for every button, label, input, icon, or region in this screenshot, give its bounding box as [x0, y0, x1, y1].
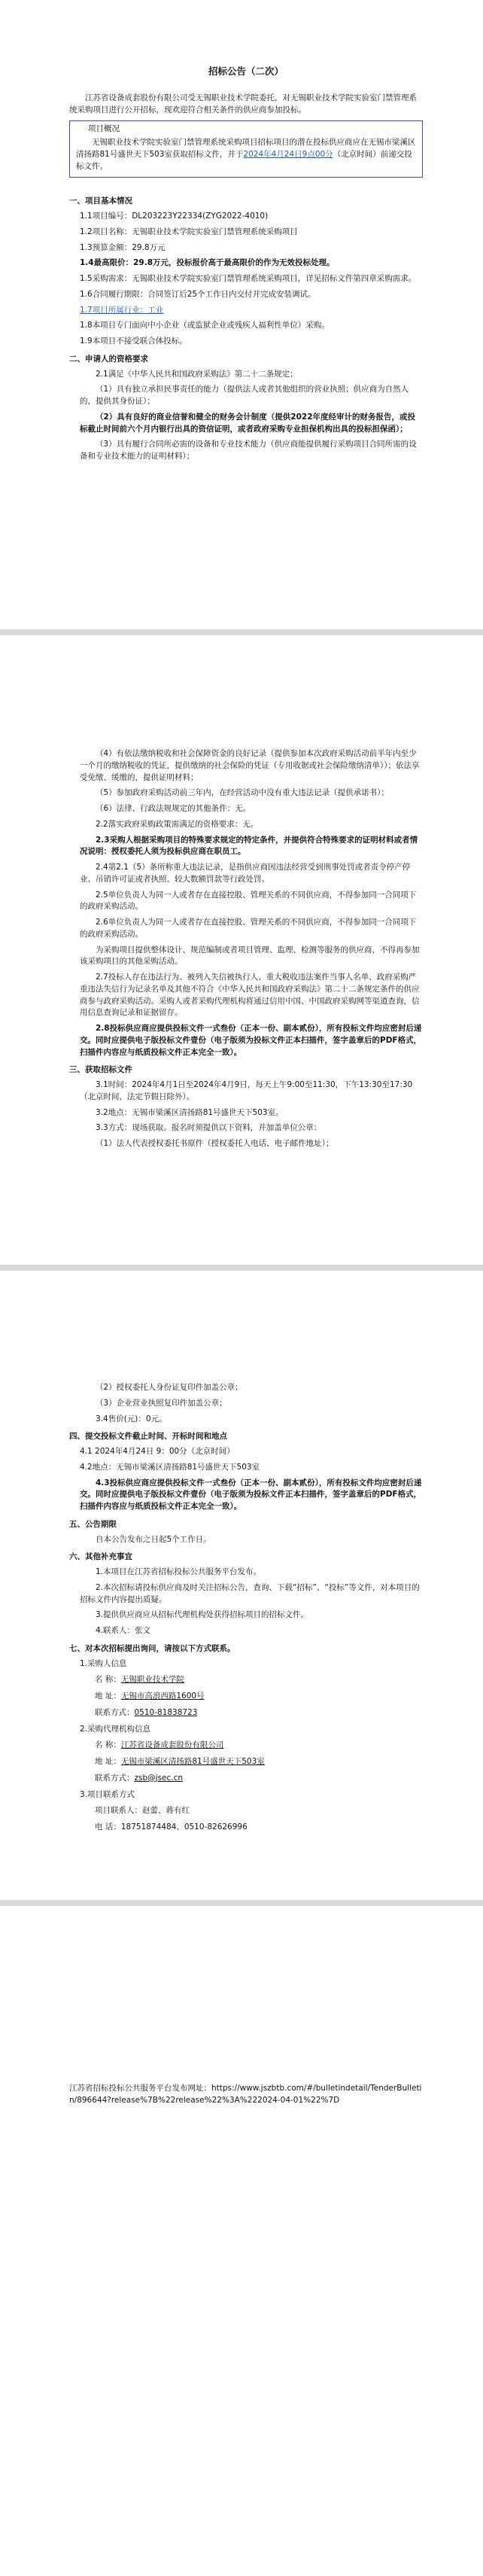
section-5-heading: 五、公告期限 — [69, 1519, 117, 1529]
overview-deadline-date: 2024年4月24日9点00分 — [243, 149, 333, 159]
publish-url-footer — [69, 2083, 423, 2111]
sec6-item: 2.本次招标请投标供应商及时关注招标公告，查询、下载“招标”、“投标”等文件，对本项目的招标文件内容提出质疑。 — [80, 1582, 420, 1604]
agent-tel-label: 联系方式： — [95, 1773, 135, 1783]
agent-addr-row — [69, 1756, 423, 1768]
buyer-addr-row — [69, 1691, 423, 1703]
p2-item: 2.2落实政府采购政策需满足的资格要求：无。 — [96, 819, 259, 829]
buyer-name-row — [69, 1674, 423, 1686]
sec4-item: 4.2地点：无锡市梁溪区清扬路81号盛世天下503室 — [80, 1462, 260, 1472]
p2-item: （4）有依法缴纳税收和社会保障资金的良好记录（提供参加本次政府采购活动前半年内至少一个月的缴纳税收的凭证，提供缴纳的社会保险的凭证（专用收据或社会保险缴纳清单））；依法享受免缴、缓缴的，提供证明材料； — [80, 749, 420, 782]
p2-item: 2.6单位负责人为同一人或者存在直接控股、管理关系的不同供应商，不得参加同一合同项下的政府采购活动。 — [80, 918, 417, 939]
sec5-body: 自本公告发布之日起5个工作日。 — [96, 1534, 211, 1544]
buyer-tel: 0510-81838723 — [134, 1707, 198, 1717]
buyer-heading: 1.采购人信息 — [80, 1658, 127, 1668]
buyer-addr-label: 地 址： — [95, 1691, 121, 1701]
page-2 — [0, 635, 483, 1265]
agent-tel-row — [69, 1773, 423, 1785]
sec1-item: 1.6合同履行期限：合同签订后25个工作日内交付并完成安装调试。 — [80, 289, 316, 299]
agent-email[interactable]: zsb@jsec.cn — [134, 1773, 184, 1783]
agent-heading: 2.采购代理机构信息 — [80, 1724, 151, 1734]
sec4-note: 4.3投标供应商应提供投标文件一式叁份（正本一份、副本贰份），所有投标文件均应密封后递交。同时应提供电子版投标文件壹份（电子版须为投标文件正本扫描件，签字盖章后的PDF格式，扫描件内容应与纸质投标文件正本完全一致）。 — [80, 1478, 422, 1511]
sec3-item: 3.2地点：无锡市梁溪区清扬路81号盛世天下503室。 — [96, 1107, 284, 1117]
sec1-item-industry-link[interactable]: 1.7项目所属行业：工业 — [80, 305, 164, 315]
p2-item: 2.7投标人存在违法行为、被列入失信被执行人、重大税收违法案件当事人名单、政府采购严重违法失信行为记录名单及其他不符合《中华人民共和国政府采购法》第二十二条规定条件的供应商参与政府采购活动。采购人或者采购代理机构将通过信用中国、中国政府采购网等渠道查询，信用信息查询记录和证据留存。 — [80, 973, 420, 1018]
p3-item: （3）企业营业执照复印件加盖公章； — [96, 1398, 227, 1408]
sec1-item: 1.8本项目专门面向中小企业（或监狱企业或残疾人福利性单位）采购。 — [80, 321, 330, 330]
project-contact-heading: 3.项目联系方式 — [80, 1789, 135, 1799]
buyer-tel-label: 联系方式： — [95, 1707, 135, 1717]
sec3-item: 3.3方式：现场获取。报名时须提供以下资料，并加盖单位公章： — [96, 1123, 322, 1133]
p2-item: 2.4第2.1（5）条所称重大违法记录，是指供应商因违法经营受到刑事处罚或者责令停产停业、吊销许可证或者执照、较大数额罚款等行政处罚。 — [80, 863, 411, 884]
agent-name: 江苏省设备成套股份有限公司 — [120, 1740, 224, 1750]
agent-name-label: 名 称： — [95, 1740, 121, 1750]
sec1-item: 1.1项目编号：DL203223Y22334(ZYG2022-4010) — [80, 212, 269, 221]
publish-url[interactable]: 江苏省招标投标公共服务平台发布网址：https://www.jszbtb.com/#/bulletindetail/TenderBulletin/896644?release%7B%22release%22%3A%222024-04-01%22%7D — [69, 2084, 422, 2105]
agent-addr-label: 地 址： — [95, 1757, 121, 1766]
sec1-item: 1.3预算金额：29.8万元 — [80, 242, 166, 252]
section-7-heading: 七、对本次招标提出询问，请按以下方式联系。 — [69, 1643, 235, 1653]
p2-item: （5）参加政府采购活动前三年内，在经营活动中没有重大违法记录（提供承诺书）； — [96, 788, 389, 798]
agent-addr: 无锡市梁溪区清扬路81号盛世天下503室 — [120, 1757, 265, 1766]
intro-paragraph: 江苏省设备成套股份有限公司受无锡职业技术学院委托，对无锡职业技术学院实验室门禁管理系统采购项目进行公开招标，现欢迎符合相关条件的供应商参加投标。 — [69, 93, 417, 114]
sec1-item: 1.5采购需求：无锡职业技术学院实验室门禁管理系统采购项目，详见招标文件第四章采购需求。 — [80, 274, 417, 283]
sec1-item: 1.4最高限价：29.8万元，投标报价高于最高限价的作为无效投标处理。 — [80, 258, 335, 268]
sec2-item: （2）具有良好的商业信誉和健全的财务会计制度（提供2022年度经审计的财务报告，或投标截止时间前六个月内银行出具的资信证明，或者政府采购专业担保机构出具的投标担保函）； — [80, 412, 416, 434]
p3-item: 3.4售价(元)：0元。 — [96, 1414, 167, 1423]
sec6-item: 1.本项目在江苏省招标投标公共服务平台发布。 — [96, 1567, 262, 1576]
buyer-tel-row — [69, 1707, 423, 1719]
document-title: 招标公告（二次） — [208, 65, 284, 77]
section-6-heading: 六、其他补充事宜 — [69, 1552, 132, 1562]
sec2-item: 2.1满足《中华人民共和国政府采购法》第二十二条规定； — [96, 369, 298, 379]
overview-box — [69, 120, 423, 178]
page-1 — [0, 0, 483, 629]
buyer-addr: 无锡市高浪西路1600号 — [120, 1691, 205, 1701]
p2-item: 2.8投标供应商应提供投标文件一式叁份（正本一份、副本贰份），所有投标文件均应密封后递交。同时应提供电子版投标文件壹份（电子版须为投标文件正本扫描件，签字盖章后的PDF格式，扫描件内容应与纸质投标文件正本完全一致）。 — [80, 1024, 422, 1057]
p2-item: 2.5单位负责人为同一人或者存在直接控股、管理关系的不同供应商，不得参加同一合同项下的政府采购活动。 — [80, 890, 417, 912]
project-contact-people: 项目联系人：赵蕾、蒋有红 — [95, 1806, 190, 1816]
sec3-item: （1）法人代表授权委托书原件（授权委托人电话、电子邮件地址）； — [96, 1139, 334, 1148]
sec1-item: 1.9本项目不接受联合体投标。 — [80, 336, 187, 346]
section-3-heading: 三、获取招标文件 — [69, 1065, 132, 1075]
section-2-heading: 二、申请人的资格要求 — [69, 354, 148, 364]
project-contact-tel: 电 话：18751874484、0510-82626996 — [95, 1822, 248, 1832]
p2-item: （6）法律、行政法规规定的其他条件：无。 — [96, 804, 251, 813]
page-3 — [0, 1271, 483, 1900]
overview-body: 无锡职业技术学院实验室门禁管理系统采购项目招标项目的潜在投标供应商应在无锡市梁溪区清扬路81号盛世天下503室获取招标文件，并于2024年4月24日9点00分（北京时间）前递交投标文件。 — [76, 138, 416, 171]
sec2-item: （3）具有履行合同所必需的设备和专业技术能力（供应商能提供履行采购项目合同所需的设备和专业技术能力的证明材料）； — [80, 440, 417, 461]
agent-name-row — [69, 1740, 423, 1752]
sec1-item: 1.2项目名称：无锡职业技术学院实验室门禁管理系统采购项目 — [80, 227, 298, 236]
section-4-heading: 四、提交投标文件截止时间、开标时间和地点 — [69, 1432, 227, 1442]
sec4-item: 4.1 2024年4月24日 9：00分（北京时间） — [80, 1447, 235, 1456]
sec2-item: （1）具有独立承担民事责任的能力（提供法人或者其他组织的营业执照；供应商为自然人的，提供其身份证）； — [80, 385, 409, 406]
section-1-heading: 一、项目基本情况 — [69, 196, 132, 206]
buyer-name: 无锡职业技术学院 — [120, 1675, 184, 1685]
p2-item: 为采购项目提供整体设计、规范编制或者项目管理、监理、检测等服务的供应商，不得再参加该采购项目的其他采购活动。 — [80, 945, 420, 967]
sec3-item: 3.1时间：2024年4月1日至2024年4月9日，每天上午9:00至11:30，下午13:30至17:30（北京时间，法定节假日除外）。 — [80, 1080, 413, 1101]
sec6-item: 3.提供供应商应从招标代理机构处获得招标项目的招标文件。 — [96, 1610, 309, 1620]
buyer-name-label: 名 称： — [95, 1675, 121, 1685]
page-4 — [0, 1906, 483, 2576]
overview-title: 项目概况 — [88, 124, 120, 134]
p2-item: 2.3采购人根据采购项目的特殊要求规定的特定条件，并提供符合特殊要求的证明材料或者情况说明：授权委托人须为投标供应商在职员工。 — [80, 835, 418, 857]
sec6-item: 4.联系人：张文 — [96, 1626, 151, 1635]
p3-item: （2）授权委托人身份证复印件加盖公章； — [96, 1383, 243, 1392]
